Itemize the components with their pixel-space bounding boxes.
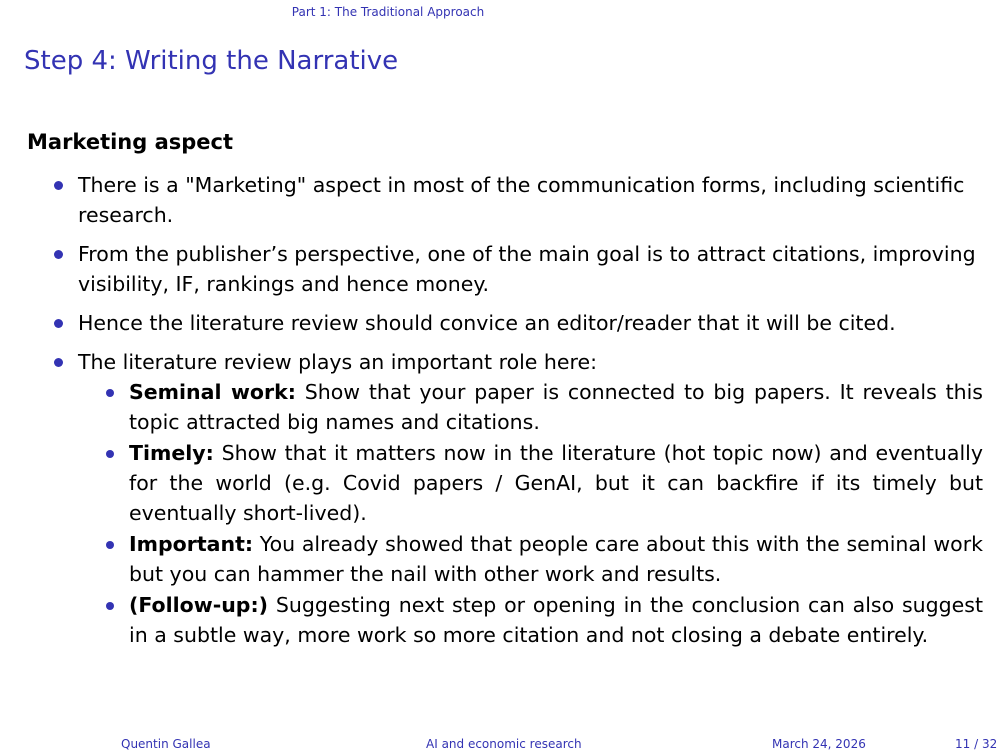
sub-item-term: Seminal work: [129, 380, 296, 404]
section-navigation[interactable]: Part 1: The Traditional Approach [291, 5, 485, 19]
sub-list-item [103, 438, 983, 528]
bullet-icon [106, 389, 114, 397]
list-item-text: The literature review plays an important role here: [78, 350, 598, 374]
sub-item-text: Show that it matters now in the literature (hot topic now) and eventually for the world (e.g. Covid papers / GenAI, but it can backfire if its timely but eventually short-lived). [129, 441, 983, 525]
bullet-icon [106, 450, 114, 458]
sub-item-term: (Follow-up:) [129, 593, 269, 617]
list-item-text: From the publisher’s perspective, one of the main goal is to attract citations, improving visibility, IF, rankings and hence money. [78, 242, 976, 296]
list-item-text: There is a "Marketing" aspect in most of the communication forms, including scientific research. [78, 173, 965, 227]
bullet-icon [106, 541, 114, 549]
sub-item-term: Important: [129, 532, 254, 556]
list-item [52, 170, 983, 230]
sub-bullet-list [103, 377, 983, 650]
block-title: Marketing aspect [27, 130, 234, 154]
list-item [52, 347, 983, 650]
footer-author: Quentin Gallea [121, 737, 211, 751]
bullet-list [52, 170, 983, 650]
footer-date: March 24, 2026 [772, 737, 866, 751]
bullet-icon [54, 181, 63, 190]
list-item [52, 239, 983, 299]
footer [0, 737, 1008, 755]
slide-title: Step 4: Writing the Narrative [24, 46, 399, 76]
footer-title: AI and economic research [426, 737, 582, 751]
list-item-text: Hence the literature review should convice an editor/reader that it will be cited. [78, 311, 896, 335]
slide-content [52, 170, 983, 659]
sub-list-item [103, 377, 983, 437]
sub-item-text: You already showed that people care about this with the seminal work but you can hammer the nail with other work and results. [129, 532, 983, 586]
bullet-icon [54, 250, 63, 259]
sub-item-text: Show that your paper is connected to big papers. It reveals this topic attracted big names and citations. [129, 380, 983, 434]
bullet-icon [106, 602, 114, 610]
sub-item-term: Timely: [129, 441, 214, 465]
sub-item-text: Suggesting next step or opening in the conclusion can also suggest in a subtle way, more work so more citation and not closing a debate entirely. [129, 593, 983, 647]
sub-list-item [103, 590, 983, 650]
page-number: 11 / 32 [955, 737, 998, 751]
bullet-icon [54, 319, 63, 328]
sub-list-item [103, 529, 983, 589]
list-item [52, 308, 983, 338]
bullet-icon [54, 358, 63, 367]
